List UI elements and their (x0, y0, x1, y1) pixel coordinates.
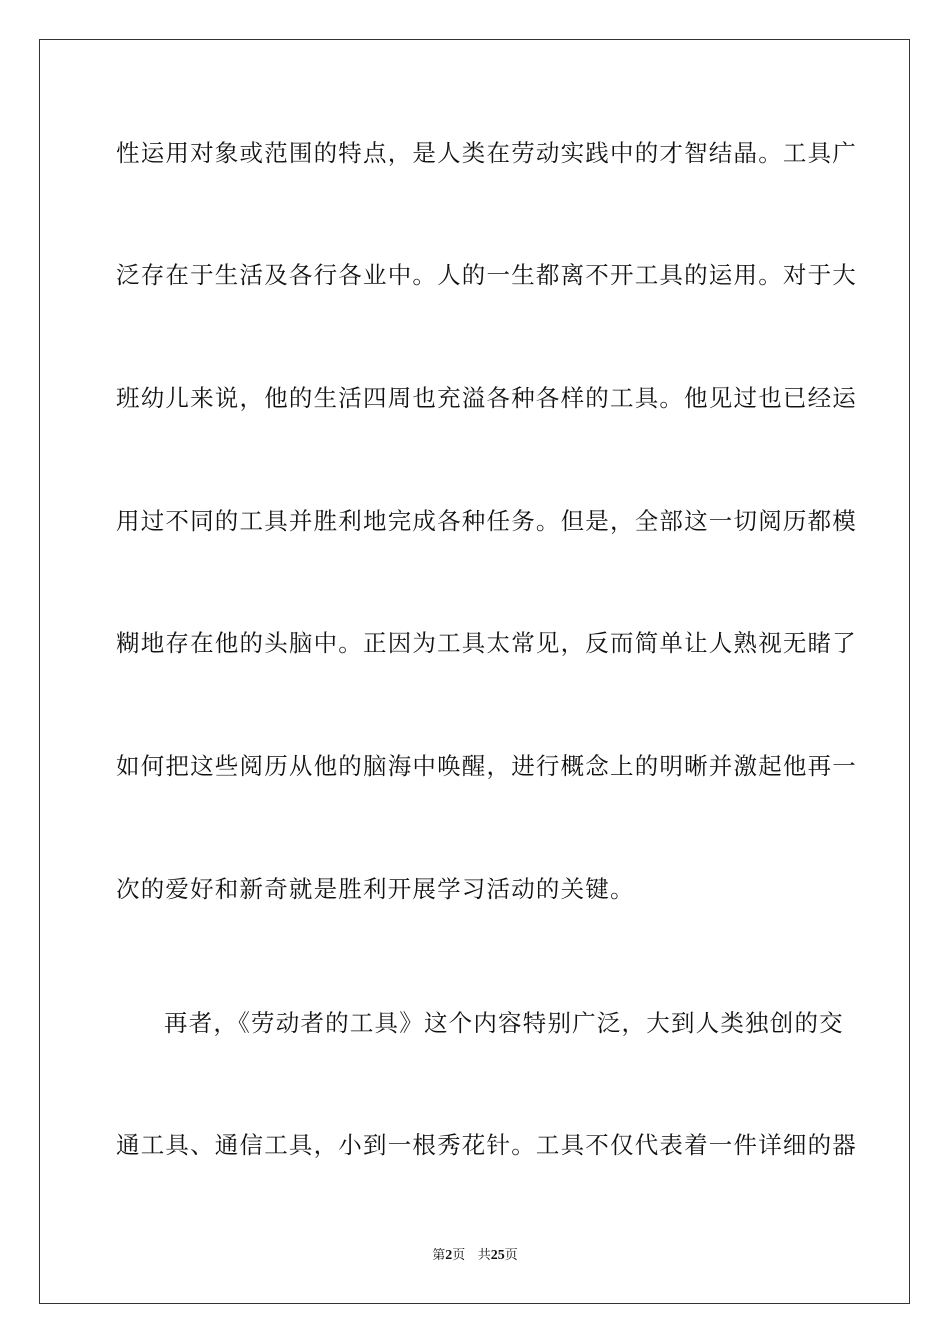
body-text-line: 班幼儿来说，他的生活四周也充溢各种各样的工具。他见过也已经运 (116, 384, 857, 412)
body-text-line: 用过不同的工具并胜利地完成各种任务。但是，全部这一切阅历都模 (116, 507, 857, 535)
current-page-number: 2 (445, 1248, 453, 1263)
body-text-line: 泛存在于生活及各行各业中。人的一生都离不开工具的运用。对于大 (116, 261, 857, 289)
page-border (39, 39, 910, 1304)
body-text-line: 通工具、通信工具，小到一根秀花针。工具不仅代表着一件详细的器 (116, 1131, 857, 1159)
footer-prefix: 第 (432, 1248, 446, 1263)
body-text-line: 性运用对象或范围的特点，是人类在劳动实践中的才智结晶。工具广 (116, 139, 857, 167)
footer-page-unit: 页 (452, 1248, 466, 1263)
footer-total-unit: 页 (504, 1248, 518, 1263)
footer-total-prefix: 共 (477, 1248, 491, 1263)
body-text-line: 如何把这些阅历从他的脑海中唤醒，进行概念上的明晰并激起他再一 (116, 752, 857, 780)
total-page-count: 25 (490, 1248, 505, 1263)
body-text-line: 糊地存在他的头脑中。正因为工具太常见，反而简单让人熟视无睹了 (116, 629, 857, 657)
page-number-footer (0, 1247, 950, 1265)
body-text-line: 次的爱好和新奇就是胜利开展学习活动的关键。 (116, 875, 635, 903)
paragraph-first-line: 再者，《劳动者的工具》这个内容特别广泛，大到人类独创的交 (164, 1009, 844, 1037)
